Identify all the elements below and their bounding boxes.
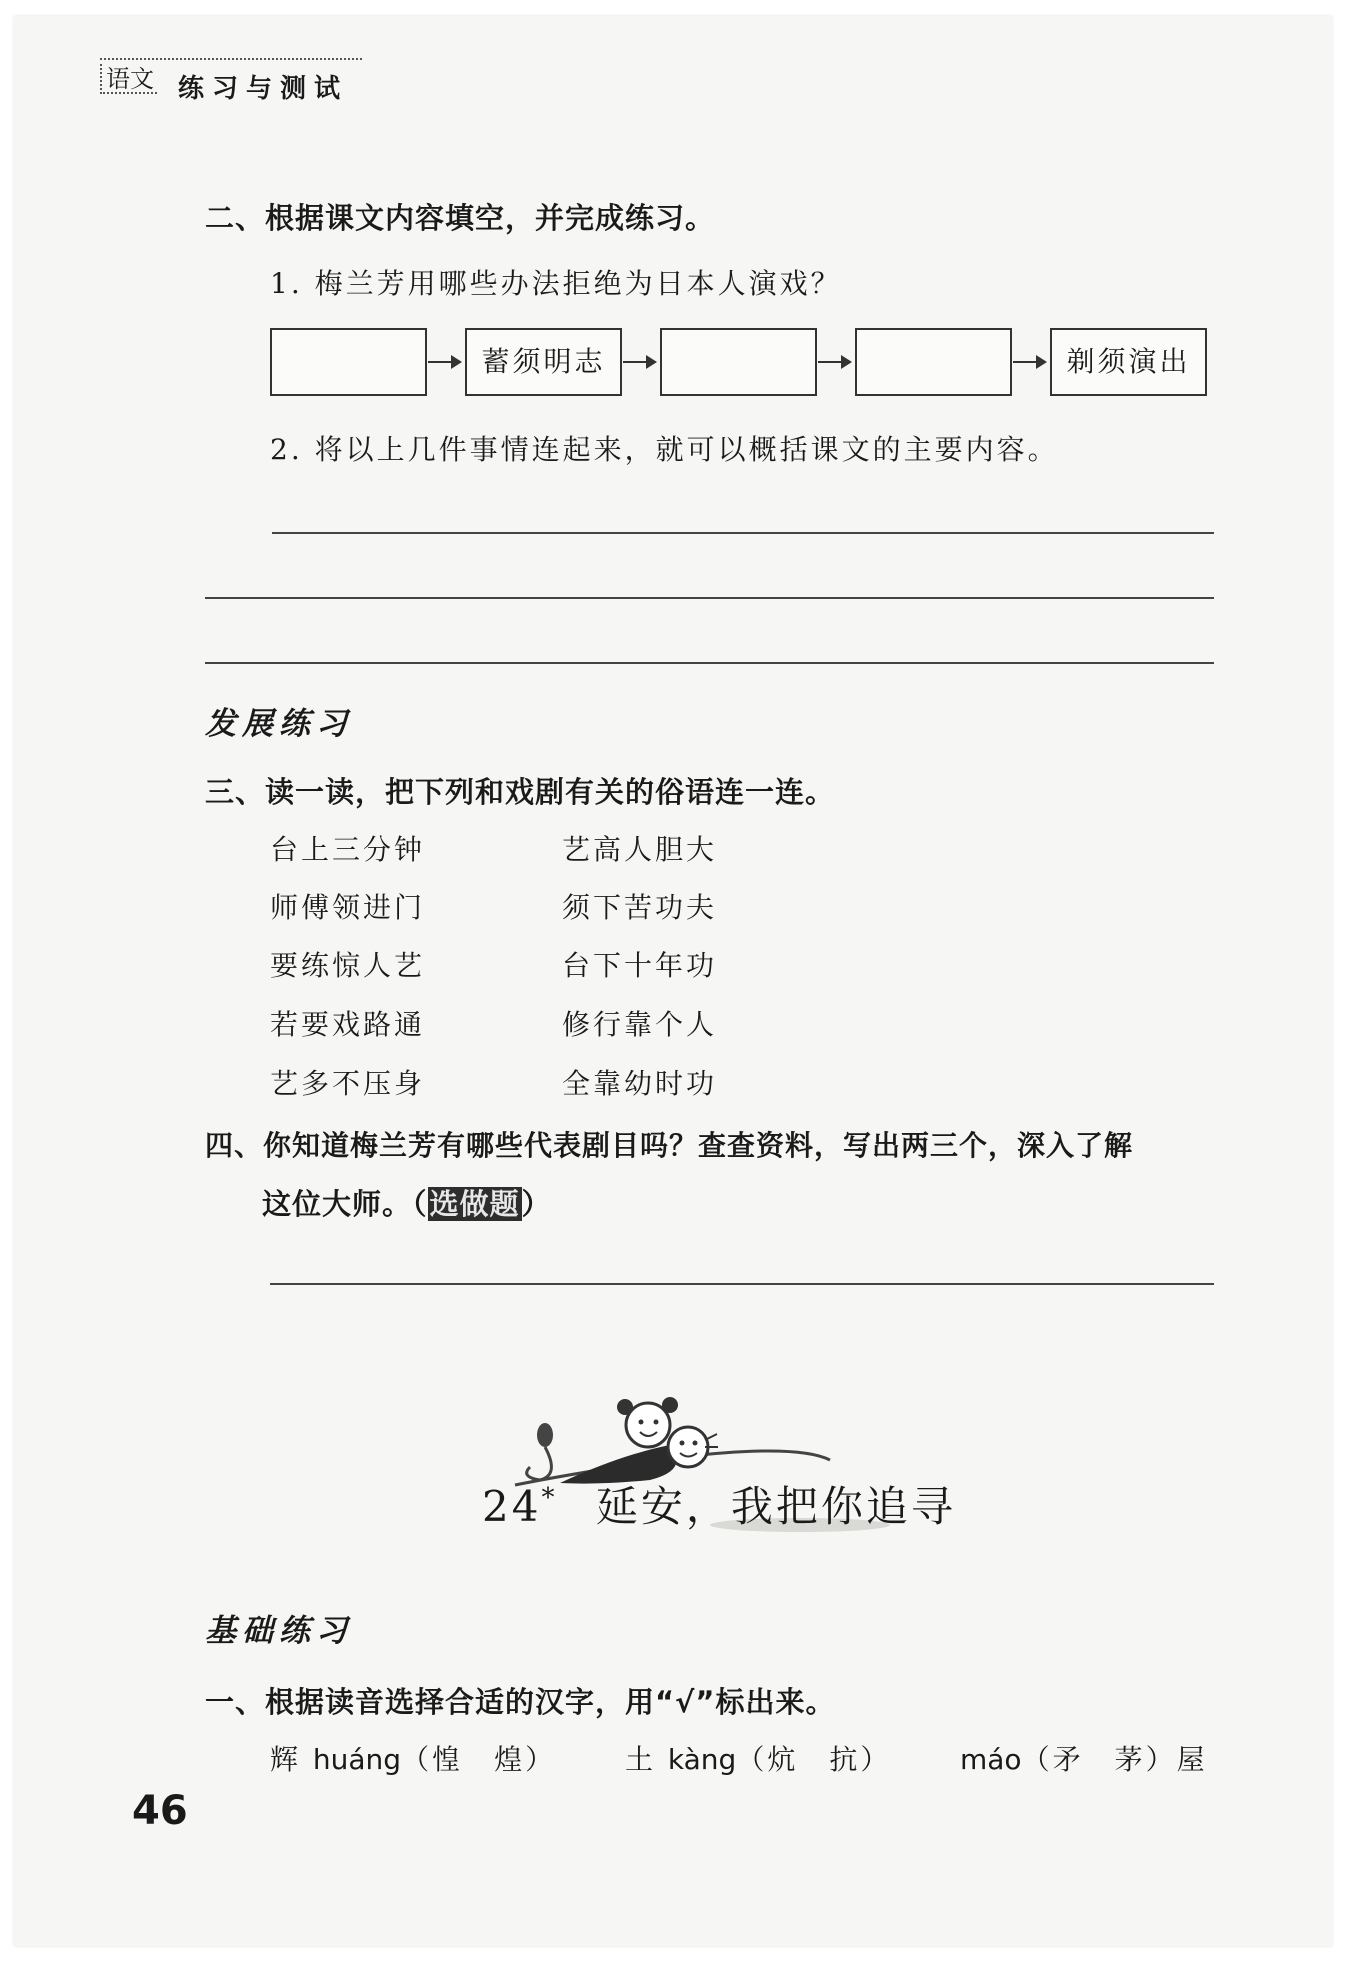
flow-arrow xyxy=(623,361,655,363)
pinyin-item xyxy=(270,1738,556,1778)
flow-box-2: 蓄须明志 xyxy=(465,328,622,396)
proverb-right[interactable]: 须下苦功夫 xyxy=(562,891,718,924)
pinyin-item-suffix: 屋 xyxy=(1176,1743,1208,1776)
header-dotted-rule xyxy=(100,58,362,60)
proverb-right[interactable]: 艺高人胆大 xyxy=(562,833,718,866)
proverb-right[interactable]: 修行靠个人 xyxy=(562,1008,718,1041)
section3-heading: 三、读一读，把下列和戏剧有关的俗语连一连。 xyxy=(205,775,836,809)
pinyin: máo xyxy=(960,1743,1022,1776)
proverb-left[interactable]: 艺多不压身 xyxy=(270,1067,426,1100)
char-choices[interactable]: （惶 煌） xyxy=(401,1743,557,1776)
proverb-right[interactable]: 全靠幼时功 xyxy=(562,1067,718,1100)
basic-practice-title: 基础练习 xyxy=(205,1613,353,1649)
proverb-left[interactable]: 若要戏路通 xyxy=(270,1008,426,1041)
lesson-title-text: 延安，我把你追寻 xyxy=(595,1482,956,1531)
proverb-left[interactable]: 要练惊人艺 xyxy=(270,949,426,982)
page-header xyxy=(100,56,362,104)
basic-q1-heading: 一、根据读音选择合适的汉字，用“√”标出来。 xyxy=(205,1685,836,1719)
char-choices[interactable]: （炕 抗） xyxy=(736,1743,892,1776)
answer-line[interactable] xyxy=(270,1283,1214,1285)
pinyin-item xyxy=(960,1738,1208,1778)
flow-box-4[interactable] xyxy=(855,328,1012,396)
flow-arrow xyxy=(428,361,460,363)
dev-practice-title: 发展练习 xyxy=(205,706,353,742)
section4-line-2 xyxy=(262,1182,552,1223)
answer-line[interactable] xyxy=(205,597,1214,599)
pinyin-item xyxy=(625,1738,891,1778)
proverb-right[interactable]: 台下十年功 xyxy=(562,949,718,982)
section2-question-1: 1. 梅兰芳用哪些办法拒绝为日本人演戏？ xyxy=(270,267,842,300)
proverb-left[interactable]: 师傅领进门 xyxy=(270,891,426,924)
answer-line[interactable] xyxy=(272,532,1214,534)
answer-line[interactable] xyxy=(205,662,1214,664)
section4-text: 这位大师。（ xyxy=(262,1187,428,1221)
flow-box-1[interactable] xyxy=(270,328,427,396)
section4-line-1: 四、你知道梅兰芳有哪些代表剧目吗？查查资料，写出两三个，深入了解 xyxy=(205,1129,1134,1162)
section4-close-paren: ） xyxy=(521,1187,552,1221)
optional-badge: 选做题 xyxy=(429,1187,520,1221)
section2-heading: 二、根据课文内容填空，并完成练习。 xyxy=(205,201,716,235)
pinyin-item-prefix: 土 xyxy=(625,1743,668,1776)
char-choices[interactable]: （矛 茅） xyxy=(1021,1743,1177,1776)
flow-box-5: 剃须演出 xyxy=(1050,328,1207,396)
pinyin-item-prefix: 辉 xyxy=(270,1743,313,1776)
pinyin: kàng xyxy=(667,1743,737,1776)
page-number: 46 xyxy=(132,1788,188,1834)
lesson-star: * xyxy=(541,1483,558,1513)
pinyin: huáng xyxy=(312,1743,402,1776)
subject-tag: 语文 xyxy=(100,64,157,94)
section2-question-2: 2. 将以上几件事情连起来，就可以概括课文的主要内容。 xyxy=(270,433,1059,466)
flow-arrow xyxy=(1013,361,1045,363)
book-title: 练习与测试 xyxy=(178,74,349,104)
lesson-title xyxy=(482,1474,956,1534)
lesson-number: 24 xyxy=(482,1482,542,1531)
proverb-left[interactable]: 台上三分钟 xyxy=(270,833,426,866)
flow-box-3[interactable] xyxy=(660,328,817,396)
flow-arrow xyxy=(818,361,850,363)
